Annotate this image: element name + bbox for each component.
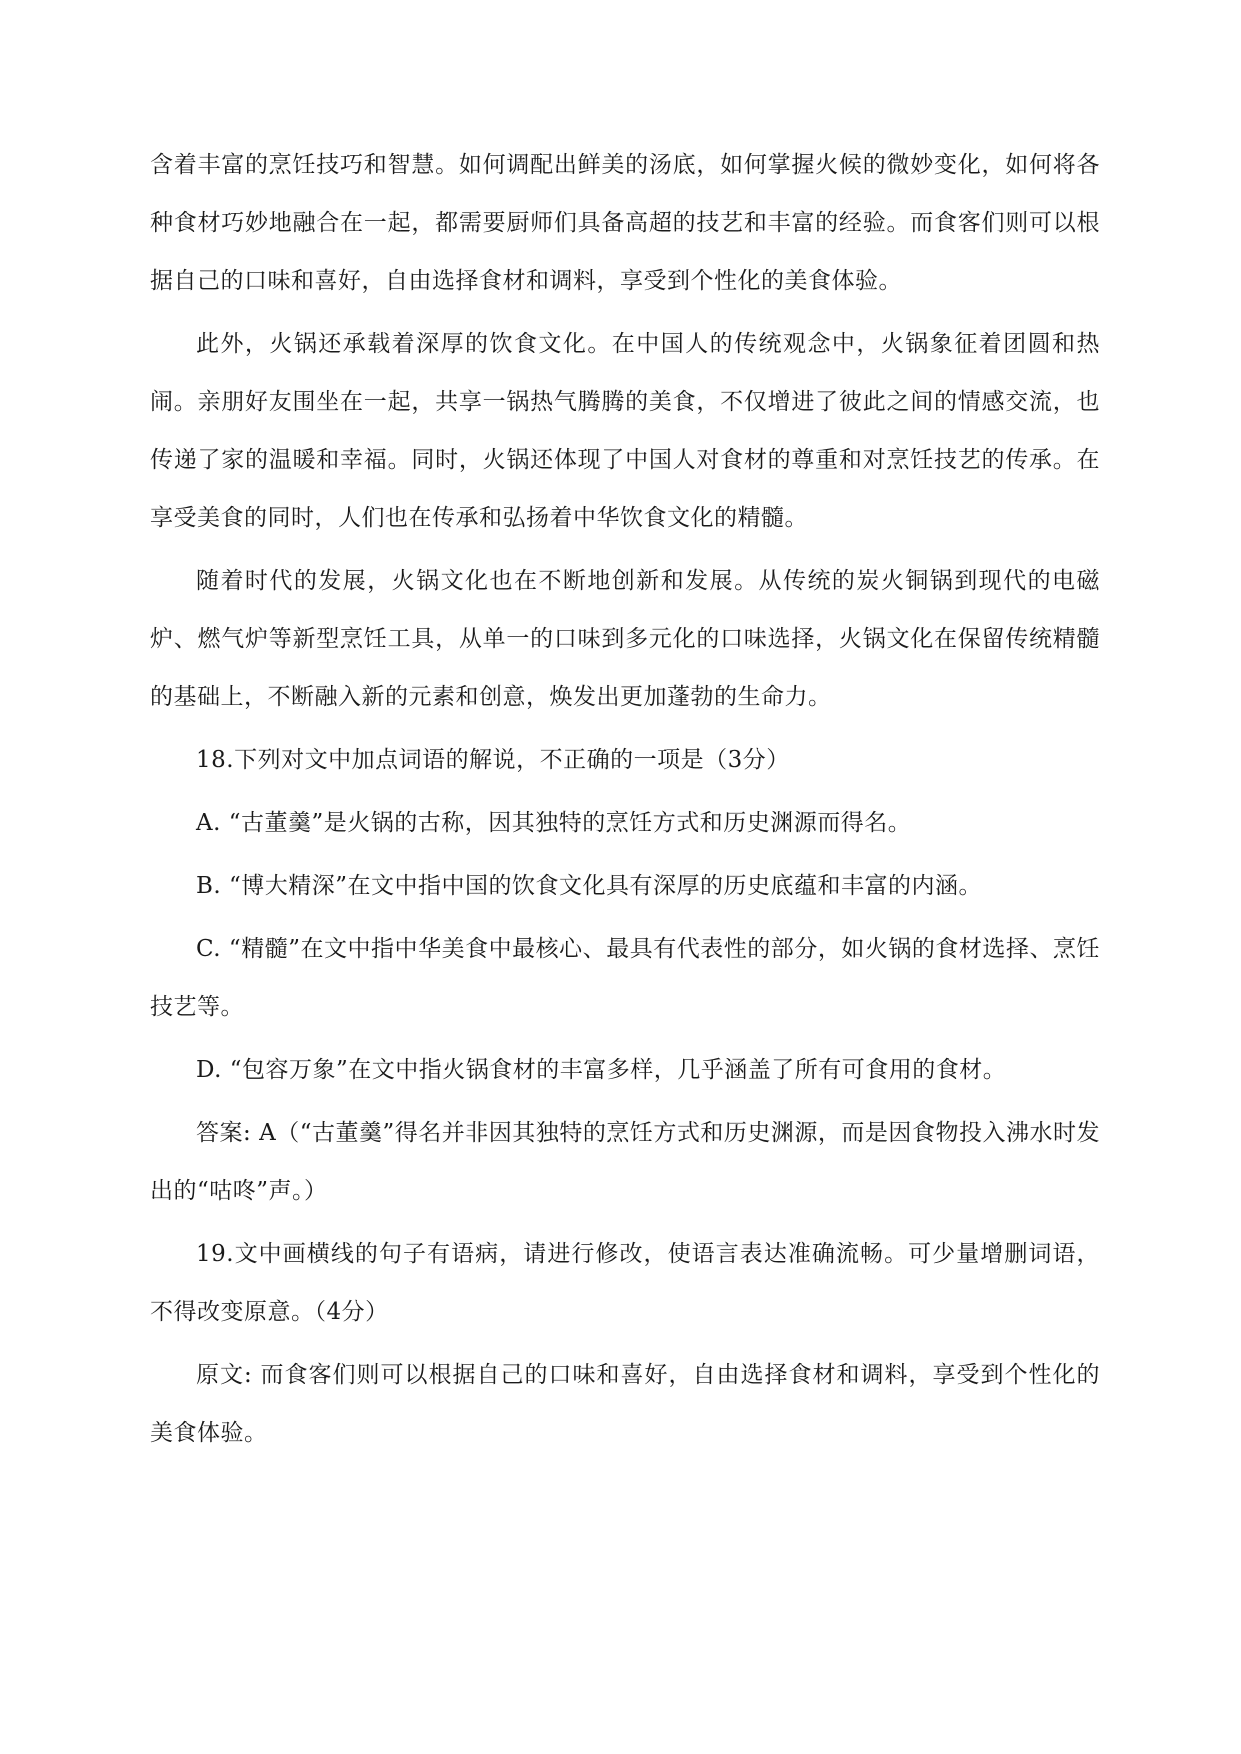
question-19: 19.文中画横线的句子有语病，请进行修改，使语言表达准确流畅。可少量增删词语，不得改变原意。（4分） <box>150 1241 1100 1325</box>
original-sentence: 原文: 而食客们则可以根据自己的口味和喜好，自由选择食材和调料，享受到个性化的美食体验。 <box>150 1362 1100 1446</box>
option-c: C. “精髓”在文中指中华美食中最核心、最具有代表性的部分，如火锅的食材选择、烹饪技艺等。 <box>150 936 1100 1020</box>
option-a: A. “古董羹”是火锅的古称，因其独特的烹饪方式和历史渊源而得名。 <box>196 810 912 836</box>
paragraph-food-culture: 此外，火锅还承载着深厚的饮食文化。在中国人的传统观念中，火锅象征着团圆和热闹。亲朋好友围坐在一起，共享一锅热气腾腾的美食，不仅增进了彼此之间的情感交流，也传递了家的温暖和幸福。同时，火锅还体现了中国人对食材的尊重和对烹饪技艺的传承。在享受美食的同时，人们也在传承和弘扬着中华饮食文化的精髓。 <box>150 331 1100 531</box>
paragraph-innovation: 随着时代的发展，火锅文化也在不断地创新和发展。从传统的炭火铜锅到现代的电磁炉、燃气炉等新型烹饪工具，从单一的口味到多元化的口味选择，火锅文化在保留传统精髓的基础上，不断融入新的元素和创意，焕发出更加蓬勃的生命力。 <box>150 568 1100 710</box>
option-d: D. “包容万象”在文中指火锅食材的丰富多样，几乎涵盖了所有可食用的食材。 <box>196 1057 1007 1083</box>
answer-18: 答案: A（“古董羹”得名并非因其独特的烹饪方式和历史渊源，而是因食物投入沸水时发出的“咕咚”声。） <box>150 1120 1100 1204</box>
question-18: 18.下列对文中加点词语的解说，不正确的一项是（3分） <box>196 747 790 773</box>
option-b: B. “博大精深”在文中指中国的饮食文化具有深厚的历史底蕴和丰富的内涵。 <box>196 873 983 899</box>
document-page <box>150 136 1100 1467</box>
paragraph-cooking-skills: 含着丰富的烹饪技巧和智慧。如何调配出鲜美的汤底，如何掌握火候的微妙变化，如何将各种食材巧妙地融合在一起，都需要厨师们具备高超的技艺和丰富的经验。而食客们则可以根据自己的口味和喜好，自由选择食材和调料，享受到个性化的美食体验。 <box>150 152 1100 294</box>
